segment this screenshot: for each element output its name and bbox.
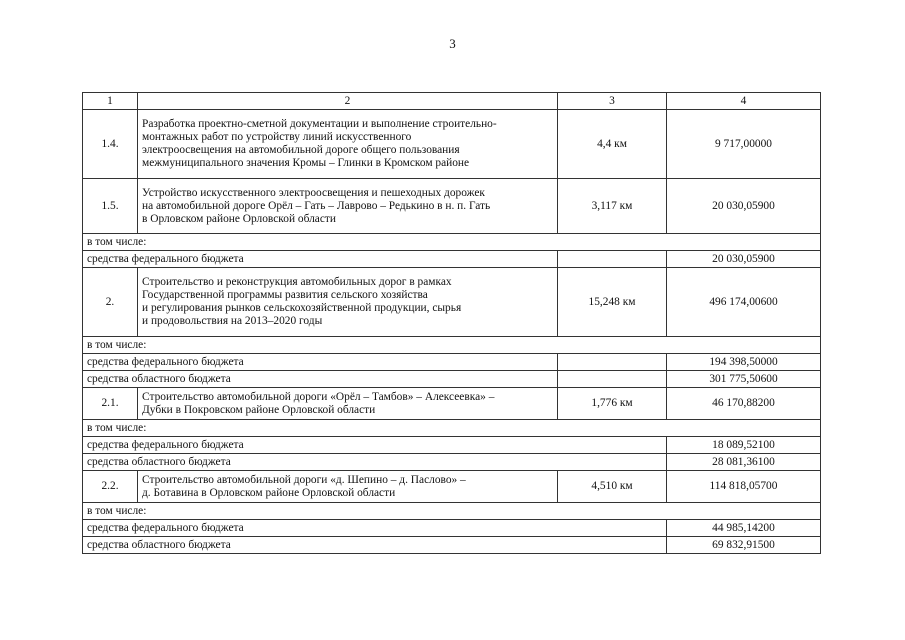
- item-number: 1.5.: [83, 179, 138, 234]
- item-description: [138, 268, 558, 337]
- item-number: 1.4.: [83, 110, 138, 179]
- budget-label: средства федерального бюджета: [83, 520, 667, 537]
- subtotal-note-row: [83, 420, 821, 437]
- budget-row: [83, 371, 821, 388]
- description-line: Разработка проектно-сметной документации и выполнение строительно-: [142, 118, 497, 130]
- description-line: и регулирования рынков сельскохозяйственной продукции, сырья: [142, 302, 462, 314]
- budget-empty-cell: [558, 251, 667, 268]
- item-amount: 9 717,00000: [667, 110, 821, 179]
- budget-row: [83, 537, 821, 554]
- description-line: Строительство и реконструкция автомобильных дорог в рамках: [142, 276, 452, 288]
- description-line: д. Ботавина в Орловском районе Орловской области: [142, 486, 396, 499]
- budget-label: средства областного бюджета: [83, 371, 558, 388]
- budget-label: средства федерального бюджета: [83, 354, 558, 371]
- note-label: в том числе:: [83, 337, 821, 354]
- description-line: межмуниципального значения Кромы – Глинки в Кромском районе: [142, 157, 470, 169]
- budget-amount: 20 030,05900: [667, 251, 821, 268]
- budget-amount: 44 985,14200: [667, 520, 821, 537]
- item-description: [138, 471, 558, 503]
- item-description: [138, 388, 558, 420]
- budget-amount: 194 398,50000: [667, 354, 821, 371]
- item-number: 2.: [83, 268, 138, 337]
- budget-row: [83, 520, 821, 537]
- budget-amount: 28 081,36100: [667, 454, 821, 471]
- page-number: 3: [449, 36, 456, 51]
- description-line: Дубки в Покровском районе Орловской области: [142, 403, 376, 416]
- budget-row: [83, 354, 821, 371]
- header-row: [83, 93, 821, 110]
- description-line: электроосвещения на автомобильной дороге общего пользования: [142, 144, 460, 156]
- budget-empty-cell: [558, 354, 667, 371]
- header-cell-1: 1: [83, 93, 138, 110]
- item-length: 15,248 км: [558, 268, 667, 337]
- description-line: на автомобильной дороге Орёл – Гать – Лаврово – Редькино в н. п. Гать: [142, 199, 491, 212]
- note-label: в том числе:: [83, 503, 821, 520]
- item-length: 4,4 км: [558, 110, 667, 179]
- item-row: [83, 471, 821, 503]
- budget-label: средства федерального бюджета: [83, 437, 667, 454]
- item-description: [138, 179, 558, 234]
- note-label: в том числе:: [83, 234, 821, 251]
- budget-amount: 18 089,52100: [667, 437, 821, 454]
- subtotal-note-row: [83, 503, 821, 520]
- item-description: [138, 110, 558, 179]
- budget-amount: 69 832,91500: [667, 537, 821, 554]
- item-amount: 20 030,05900: [667, 179, 821, 234]
- note-label: в том числе:: [83, 420, 821, 437]
- road-works-table: [82, 92, 821, 554]
- item-row: [83, 388, 821, 420]
- budget-label: средства областного бюджета: [83, 537, 667, 554]
- budget-row: [83, 251, 821, 268]
- description-line: в Орловском районе Орловской области: [142, 212, 336, 225]
- budget-empty-cell: [558, 371, 667, 388]
- table-body: [83, 93, 821, 554]
- item-row: [83, 110, 821, 179]
- item-length: 1,776 км: [558, 388, 667, 420]
- item-amount: 46 170,88200: [667, 388, 821, 420]
- item-length: 4,510 км: [558, 471, 667, 503]
- item-number: 2.1.: [83, 388, 138, 420]
- item-amount: 114 818,05700: [667, 471, 821, 503]
- item-row: [83, 268, 821, 337]
- description-line: Устройство искусственного электроосвещения и пешеходных дорожек: [142, 186, 485, 199]
- description-line: Строительство автомобильной дороги «д. Шепино – д. Паслово» –: [142, 473, 466, 486]
- item-row: [83, 179, 821, 234]
- item-number: 2.2.: [83, 471, 138, 503]
- budget-label: средства областного бюджета: [83, 454, 667, 471]
- budget-row: [83, 454, 821, 471]
- budget-row: [83, 437, 821, 454]
- header-cell-2: 2: [138, 93, 558, 110]
- budget-label: средства федерального бюджета: [83, 251, 558, 268]
- budget-amount: 301 775,50600: [667, 371, 821, 388]
- item-amount: 496 174,00600: [667, 268, 821, 337]
- description-line: Строительство автомобильной дороги «Орёл – Тамбов» – Алексеевка» –: [142, 390, 495, 403]
- description-line: и продовольствия на 2013–2020 годы: [142, 315, 323, 327]
- subtotal-note-row: [83, 337, 821, 354]
- subtotal-note-row: [83, 234, 821, 251]
- item-length: 3,117 км: [558, 179, 667, 234]
- description-line: монтажных работ по устройству линий искусственного: [142, 131, 412, 143]
- header-cell-3: 3: [558, 93, 667, 110]
- description-line: Государственной программы развития сельского хозяйства: [142, 289, 428, 301]
- header-cell-4: 4: [667, 93, 821, 110]
